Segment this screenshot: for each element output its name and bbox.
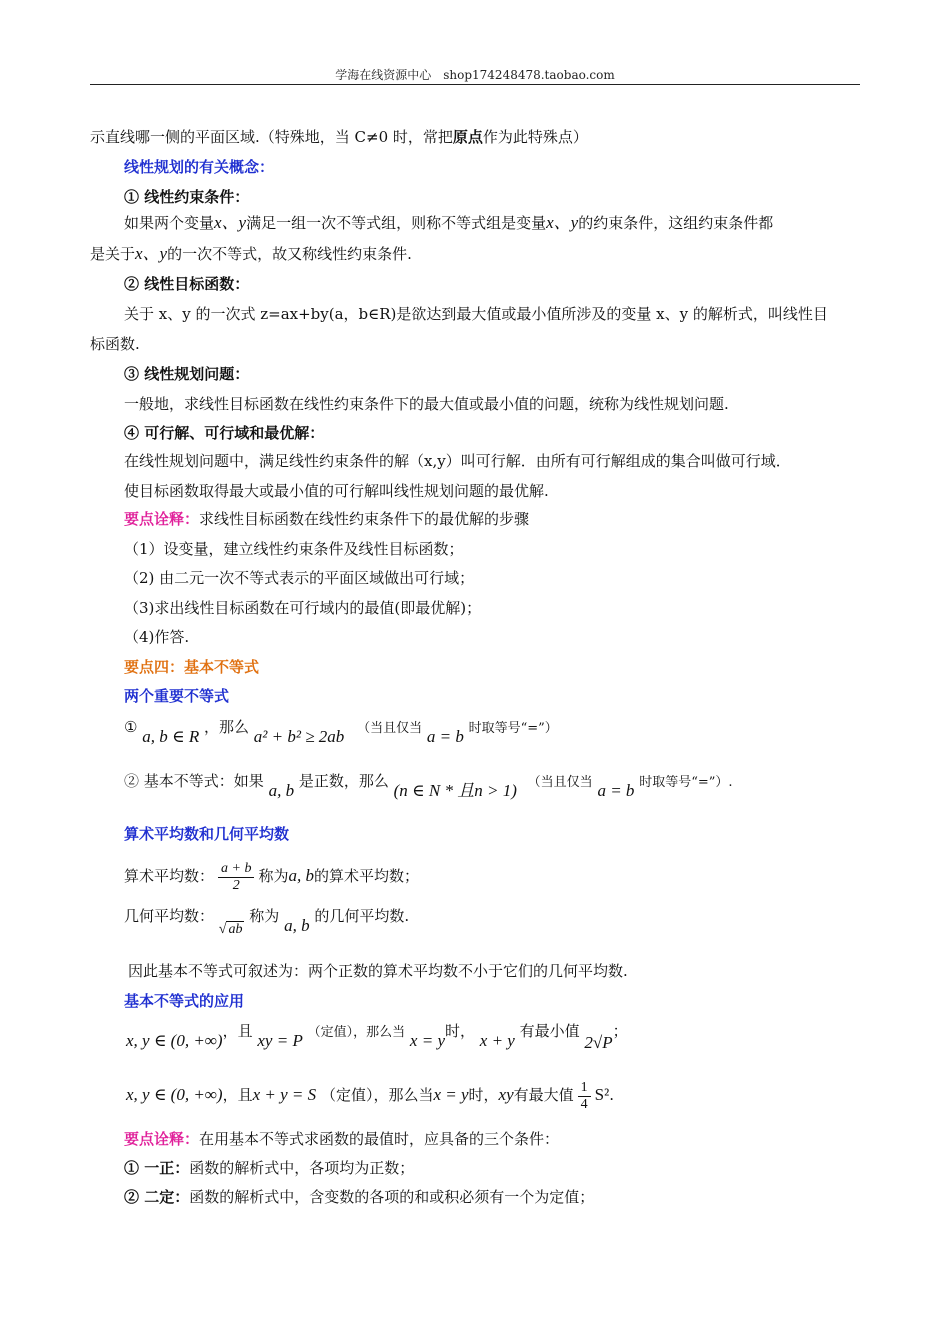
heading-point4: 要点四：基本不等式 <box>124 658 260 676</box>
a1-sum: x + y <box>479 1031 515 1050</box>
step-3: （3)求出线性目标函数在可行域内的最值(即最优解)； <box>124 599 482 617</box>
c1-var-xy: x、y <box>214 213 247 232</box>
step-4: （4)作答. <box>124 628 190 646</box>
intro-line <box>90 126 588 148</box>
heading-two-inequalities: 两个重要不等式 <box>124 687 230 705</box>
i2-end: 时取等号“=”）. <box>639 775 733 790</box>
a2-fraction <box>578 1080 591 1113</box>
step-1: （1）设变量，建立线性约束条件及线性目标函数； <box>124 540 464 558</box>
i1-eq: a = b <box>426 727 464 746</box>
i2-cond: （当且仅当 <box>527 775 593 790</box>
i1-ab: a, b ∈ R <box>142 727 200 746</box>
a1-t4: 有最小值 <box>519 1022 580 1040</box>
c1-text-a: 如果两个变量 <box>124 214 215 232</box>
rule-2 <box>124 1186 594 1208</box>
note1-text: 求线性目标函数在线性约束条件下的最优解的步骤 <box>199 510 530 528</box>
i2-expr: (n ∈ N * 且n > 1) <box>393 781 517 800</box>
i2-eq: a = b <box>597 781 635 800</box>
concept1-title: ① 线性约束条件： <box>124 188 250 206</box>
c1-text-b: 满足一组一次不等式组，则称不等式组是变量 <box>246 214 547 232</box>
rule1-text: 函数的解析式中，各项均为正数； <box>189 1159 415 1177</box>
c1-var-xy-2: x、y <box>546 213 579 232</box>
rule2-label: ② 二定： <box>124 1188 190 1206</box>
concept3-line1: 一般地，求线性目标函数在线性约束条件下的最大值或最小值的问题，统称为线性规划问题. <box>124 395 729 413</box>
page-header: 学海在线资源中心 shop174248478.taobao.com <box>335 68 615 82</box>
note1 <box>124 508 529 530</box>
rule1-label: ① 一正： <box>124 1159 190 1177</box>
rule-1 <box>124 1157 414 1179</box>
i1-ineq: a² + b² ≥ 2ab <box>253 727 345 746</box>
gm-radicand: ab <box>228 922 243 937</box>
concept2-line2: 标函数. <box>90 335 140 353</box>
c1-text-e: 的一次不等式，故又称线性约束条件. <box>167 245 412 263</box>
intro-text: 示直线哪一侧的平面区域.（特殊地，当 C≠0 时，常把 <box>90 128 453 146</box>
note2 <box>124 1128 559 1150</box>
a2-s2: S² <box>594 1085 610 1104</box>
heading-application: 基本不等式的应用 <box>124 992 245 1010</box>
am-end: 的算术平均数； <box>313 867 419 885</box>
a1-t3: 时， <box>444 1022 475 1040</box>
am-mid: 称为 <box>258 867 289 885</box>
a1-t1: ，且 <box>222 1022 253 1040</box>
a2-eq: x = y <box>433 1085 469 1104</box>
am-label: 算术平均数： <box>124 867 215 885</box>
a2-xy: xy <box>498 1085 514 1104</box>
a2-t2: （定值），那么当 <box>320 1086 434 1104</box>
concept1-line2 <box>90 243 412 265</box>
step-2: （2) 由二元一次不等式表示的平面区域做出可行域； <box>124 569 475 587</box>
c1-text-d: 是关于 <box>90 245 136 263</box>
concept2-line1: 关于 x、y 的一次式 z=ax+by(a，b∈R)是欲达到最大值或最小值所涉及的变量 x、y 的解析式，叫线性目 <box>124 305 828 323</box>
note2-label: 要点诠释： <box>124 1130 200 1148</box>
a1-xy: xy = P <box>257 1031 303 1050</box>
am-den: 2 <box>232 877 240 893</box>
a1-eq: x = y <box>409 1031 445 1050</box>
a2-sum: x + y = S <box>252 1085 317 1104</box>
note2-text: 在用基本不等式求函数的最值时，应具备的三个条件： <box>199 1130 560 1148</box>
application-2 <box>126 1076 614 1114</box>
c1-text-c: 的约束条件，这组约束条件都 <box>578 214 774 232</box>
header-divider <box>90 84 860 85</box>
gm-mid: 称为 <box>249 907 280 925</box>
a1-end: ； <box>612 1022 628 1040</box>
am-num: a + b <box>218 861 254 878</box>
a2-t1: ，且 <box>222 1086 253 1104</box>
application-1 <box>126 1020 628 1052</box>
am-ab: a, b <box>288 866 314 885</box>
heading-concepts: 线性规划的有关概念： <box>124 158 275 176</box>
concept2-title: ② 线性目标函数： <box>124 275 250 293</box>
concept4-title: ④ 可行解、可行域和最优解： <box>124 424 325 442</box>
heading-means: 算术平均数和几何平均数 <box>124 825 290 843</box>
note1-label: 要点诠释： <box>124 510 200 528</box>
i2-a: ② 基本不等式：如果 <box>124 772 264 790</box>
restatement: 因此基本不等式可叙述为：两个正数的算术平均数不小于它们的几何平均数. <box>128 962 628 980</box>
c1-var-xy-3: x、y <box>135 244 168 263</box>
i2-ab: a, b <box>268 781 295 800</box>
concept4-line2: 使目标函数取得最大或最小值的可行解叫线性规划问题的最优解. <box>124 482 549 500</box>
inequality-1 <box>124 716 558 746</box>
a1-min: 2√P <box>584 1033 613 1052</box>
geometric-mean <box>124 905 410 937</box>
a1-t2: （定值），那么当 <box>307 1025 406 1040</box>
i1-then: ，那么 <box>203 718 249 736</box>
intro-bold: 原点 <box>452 128 483 146</box>
a2-t4: 有最大值 <box>513 1086 574 1104</box>
i2-b: 是正数，那么 <box>298 772 389 790</box>
a2-frac-num: 1 <box>578 1080 591 1097</box>
gm-end: 的几何平均数. <box>314 907 410 925</box>
a2-domain: x, y ∈ (0, +∞) <box>126 1085 223 1104</box>
i1-end: 时取等号“=”） <box>468 721 558 736</box>
inequality-2 <box>124 770 733 800</box>
a2-frac-den: 4 <box>580 1096 588 1112</box>
a2-end: . <box>609 1086 614 1104</box>
i1-num: ① <box>124 718 138 736</box>
intro-end: 作为此特殊点） <box>482 128 588 146</box>
a2-t3: 时， <box>468 1086 499 1104</box>
am-fraction <box>218 861 254 894</box>
a1-domain: x, y ∈ (0, +∞) <box>126 1031 223 1050</box>
gm-ab: a, b <box>284 916 310 935</box>
gm-sqrt: √ ab <box>218 922 243 937</box>
concept3-title: ③ 线性规划问题： <box>124 365 250 383</box>
concept1-line1 <box>124 212 773 234</box>
gm-label: 几何平均数： <box>124 907 215 925</box>
rule2-text: 函数的解析式中，含变数的各项的和或积必须有一个为定值； <box>189 1188 595 1206</box>
concept4-line1: 在线性规划问题中，满足线性约束条件的解（x,y）叫可行解．由所有可行解组成的集合叫做可行域． <box>124 452 791 470</box>
arithmetic-mean <box>124 856 419 896</box>
i1-cond: （当且仅当 <box>357 721 423 736</box>
